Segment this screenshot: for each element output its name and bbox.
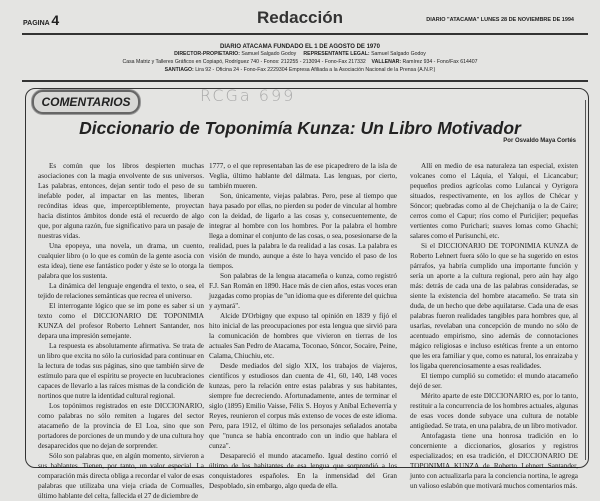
dateline: DIARIO "ATACAMA" LUNES 28 DE NOVIEMBRE DE 1994 <box>426 17 574 23</box>
section-badge <box>32 90 140 114</box>
paragraph: Son palabras de la lengua atacameña o kunza, como registró F.J. San Román en 1890. Hace más de cien años, estas voces eran juzgadas como propias de "un idioma que es diferente del quichua y aymará". <box>209 272 397 310</box>
santiago-label: SANTIAGO: <box>164 67 194 73</box>
masthead-rule <box>22 80 588 82</box>
paragraph: Sólo son palabras que, en algún momento, sirvieron a sus hablantes. Tienen, por tanto, un valor especial. La comparación más directa obliga a recordar el valor de esas palabras que utilizaba una vieja criada de Cornualles, último hablante del celta, fallecida el 27 de diciembre de <box>38 452 204 500</box>
paragraph: 1777, o el que representaban las de ese picapedrero de la isla de Veglia, último hablante del dálmata. Las lenguas, por cierto, también mueren. <box>209 162 397 190</box>
paragraph: Alcide D'Orbigny que expuso tal opinión en 1839 y fijó el hito inicial de las preocupaciones por esta lengua que sirvió para la comunicación de hombres que vivieron en tierras de los actuales San Pedro de Atacama, Toconao, Sóncor, Socaire, Peine, Calama, Chiuchiu, etc. <box>209 312 397 360</box>
santiago-address: Lira 92 - Oficina 24 - Fono-Fax 2229304 Empresa Afiliada a la Asociación Nacional de la Prensa (A.N.P.) <box>195 67 436 73</box>
paragraph: Mérito aparte de este DICCIONARIO es, por lo tanto, restituir a la concurrencia de los hombres actuales, algunas de esas voces donde subyace una cultura de notable antigüedad. Se trata, en una palabra, de un libro motivador. <box>410 392 578 430</box>
legal-name: Samuel Salgado Godoy <box>371 51 426 57</box>
page-label: PAGINA <box>23 20 50 27</box>
masthead-director <box>0 51 600 58</box>
header-rule <box>22 33 588 35</box>
article-title: Diccionario de Toponimía Kunza: Un Libro Motivador <box>79 118 521 138</box>
paragraph: Allí en medio de esa naturaleza tan especial, existen volcanes como el Láquia, el Yalqui, el Licancabur; pequeños predios agrícolas como Lulancai y Oyrigora situados, respectivamente, en los ayllos de Chécar y Sóncor; quebradas como al de Chejchanija o la de Caire; cerros como el Capur; ríos como el Puricijier; pequeñas vertientes como Purichari; suaves lomas como Ghachi; salares como el Purisunchi, etc. <box>410 162 578 240</box>
vallenar-label: VALLENAR: <box>371 59 402 65</box>
page-number-value: 4 <box>51 12 60 28</box>
address: Casa Matriz y Talleres Gráficos en Copiapó, Rodríguez 740 - Fonos: 212255 - 213094 - Fono-Fax 217332 <box>122 59 366 65</box>
column-rule <box>585 100 586 460</box>
paragraph: El interrogante lógico que se im pone es saber si un texto como el DICCIONARIO DE TOPONIMIA KUNZA del profesor Roberto Lehnert Santander, nos depara una impresión semejante. <box>38 302 204 340</box>
section-badge-label: COMENTARIOS <box>41 95 131 109</box>
paragraph: Antofagasta tiene una honrosa tradición en lo concerniente a diccionarios, glosarios y registros especializados; en esa tradición, el DICCIONARIO DE TOPONIMIA KUNZA de Roberto Lehnert Santander, junto con actualizarla para la conciencia nortina, le agrega un valioso eslabón que motivará muchos comentarios más. <box>410 432 578 490</box>
article-column-3 <box>410 161 578 491</box>
paragraph: Desde mediados del siglo XIX, los trabajos de viajeros, científicos y estudiosos dan cuenta de 41, 60, 140, 148 voces kunzas, pero la relación entre estas palabras y sus habitantes, siempre fue decreciendo. Afortunadamente, antes de terminar el siglo (1895) Emilio Vaisse, Félix S. Hoyos y Aníbal Echeverría y Reyes, reunieron el corpus más extenso de voces de este idioma. Pero, para 1912, el último de los personajes señalados anotaba que "nunca se había encontrado con un indio que hablara el cunza". <box>209 362 397 450</box>
masthead-santiago <box>0 67 600 74</box>
vallenar-address: Ramírez 934 - Fono/Fax 614407 <box>402 59 478 65</box>
paragraph: La respuesta es absolutamente afirmativa. Se trata de un libro que excita no sólo la curiosidad para continuar en la lectura de todas sus páginas, sino que también sirve de estímulo para que el espíritu se proyecte en lucubraciones capaces de llevarlo a las raíces mismas de la condición de nortinos que nutre la identidad cultural regional. <box>38 342 204 400</box>
director-label: DIRECTOR-PROPIETARIO: <box>174 51 240 57</box>
byline: Por Osvaldo Maya Cortés <box>503 138 576 144</box>
paragraph: Es común que los libros despierten muchas asociaciones con la magia envolvente de sus universos. Las palabras, entonces, dejan sentir todo el peso de su inefable poder, al impactar en las mentes, liberan recónditas ideas que, imperceptiblemente, proyectan hacia distintos ámbitos donde está el recuerdo de algo que, por alguna razón, fue significativo para un pasaje de nuestras vidas. <box>38 162 204 240</box>
paragraph: Son, únicamente, viejas palabras. Pero, pese al tiempo que haya pasado por ellas, no pierden su poder de vincular al hombre con la deidad, de ligarlo a las cosas y, consecuentemente, de integrar al hombre con los hombres. Por la palabra el hombre llega a dominar el conjunto de las cosas, o sea, posesionarse de la realidad, pues la palabra le da realidad a las cosas. La palabra es visión de mundo, aunque a éste lo haya vencido el paso de los tiempos. <box>209 192 397 270</box>
article-column-1 <box>38 161 204 501</box>
director-name: Samuel Salgado Godoy <box>241 51 297 57</box>
masthead-address <box>0 59 600 66</box>
paragraph: La dinámica del lenguaje engendra el texto, o sea, el tejido de relaciones semánticas que recrea el universo. <box>38 282 204 300</box>
masthead-founded: DIARIO ATACAMA FUNDADO EL 1 DE AGOSTO DE 1970 <box>220 44 380 50</box>
section-title: Redacción <box>257 8 343 27</box>
paragraph: El tiempo cumplió su cometido: el mundo atacameño dejó de ser. <box>410 372 578 390</box>
paragraph: Desapareció el mundo atacameño. Igual destino corrió el último de los habitantes de esa lengua que sorprendió a los conquistadores españoles. En la inmensidad del Gran Despoblado, sin embargo, algo queda de ella. <box>209 452 397 490</box>
article-column-2 <box>209 161 397 491</box>
paragraph: Si el DICCIONARIO DE TOPONIMIA KUNZA de Roberto Lehnert fuera sólo lo que se ha sugerido en estos párrafos, ya habría cumplido una importante función y sería un aporte a la cultura regional, pero aún hay algo más: detrás de cada una de las palabras consideradas, se siente la existencia del hombre atacameño. Se trata sin duda, de un hecho que debe aquilatarse. Cada una de esas palabras fueron realidades tangibles para hombres que, al usarlas, revelaban una concepción de mundo no sólo de acentuado empirismo, sino además de connotaciones mágico religiosas e incluso estéticas frente a un entorno que les era familiar y que, como es natural, los enraizaba y los ligaba querenciosamente a esas realidades. <box>410 242 578 370</box>
handwritten-note: RCGa 699 <box>200 86 296 105</box>
legal-label: REPRESENTANTE LEGAL: <box>303 51 370 57</box>
paragraph: Una epopeya, una novela, un drama, un cuento, cualquier libro (o lo que es común de la gente asocia con esta idea), tiene ese fantástico poder y éste se lo otorga la palabra que los sustenta. <box>38 242 204 280</box>
paragraph: Los topónimos registrados en este DICCIONARIO, como palabras no sólo remiten a lugares del sector atacameño de la provincia de El Loa, sino que son portadores de porciones de un mundo y de una cultura hoy desaparecidos que no dejan de sorprender. <box>38 402 204 450</box>
